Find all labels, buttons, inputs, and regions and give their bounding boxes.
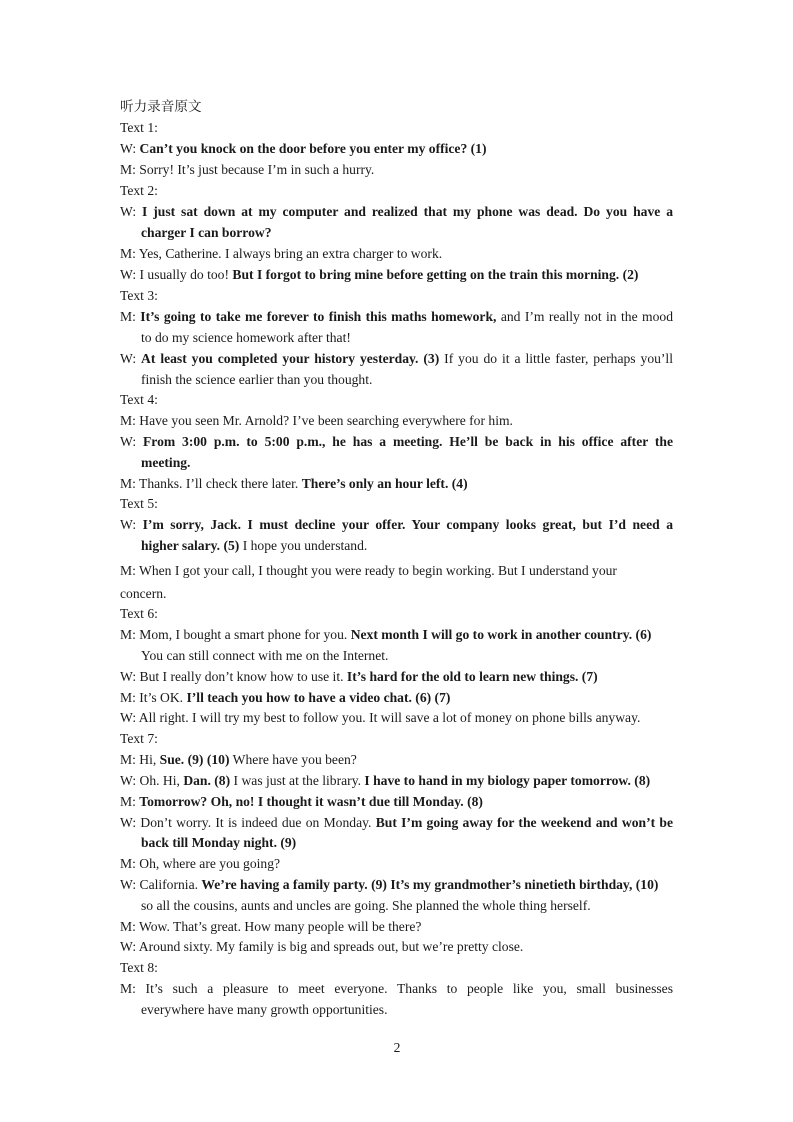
text-5-label: Text 5: xyxy=(120,496,158,511)
key-sentence: We’re having a family party. (9) It’s my grandmother’s ninetieth birthday, (10) xyxy=(201,877,659,892)
dialogue-text: W: Oh. Hi, xyxy=(120,773,184,788)
key-sentence: Sue. (9) (10) xyxy=(159,752,230,767)
speaker: W: xyxy=(120,351,137,366)
key-sentence: It’s going to take me forever to finish this maths homework, xyxy=(140,309,497,324)
text-7-line-2 xyxy=(120,771,673,791)
text-1-line-2: M: Sorry! It’s just because I’m in such a hurry. xyxy=(120,162,375,177)
dialogue-text: Where have you been? xyxy=(229,752,357,767)
text-8-label: Text 8: xyxy=(120,960,158,975)
dialogue-text: M: It’s OK. xyxy=(120,690,187,705)
text-5-line-2 xyxy=(141,536,673,556)
text-7-line-3 xyxy=(120,792,673,812)
text-2-line-3: M: Yes, Catherine. I always bring an extra charger to work. xyxy=(120,246,443,261)
key-sentence: I just sat down at my computer and realized that my phone was dead. Do you have a xyxy=(142,204,673,219)
text-4-line-1: M: Have you seen Mr. Arnold? I’ve been searching everywhere for him. xyxy=(120,413,513,428)
key-sentence: But I forgot to bring mine before getting on the train this morning. (2) xyxy=(232,267,639,282)
key-sentence: I’m sorry, Jack. I must decline your offer. Your company looks great, but I’d need a xyxy=(142,517,673,532)
text-1-line-1 xyxy=(120,139,673,159)
dialogue-text: W: California. xyxy=(120,877,202,892)
dialogue-text: W: But I really don’t know how to use it. xyxy=(120,669,347,684)
dialogue-text: W: I usually do too! xyxy=(120,267,233,282)
text-5-line-4: concern. xyxy=(120,586,167,601)
text-7-line-9: M: Wow. That’s great. How many people will be there? xyxy=(120,919,422,934)
text-4-line-3 xyxy=(141,453,673,473)
text-7-line-8: so all the cousins, aunts and uncles are going. She planned the whole thing herself. xyxy=(141,898,591,913)
text-4-line-2 xyxy=(120,432,673,452)
speaker: W: xyxy=(120,204,137,219)
text-7-line-4 xyxy=(120,813,673,833)
text-6-line-5: W: All right. I will try my best to follow you. It will save a lot of money on phone bills anyway. xyxy=(120,710,641,725)
text-6-line-2: You can still connect with me on the Internet. xyxy=(141,648,389,663)
speaker: W: xyxy=(120,517,137,532)
key-sentence: I’ll teach you how to have a video chat. (6) (7) xyxy=(186,690,451,705)
text-1-label: Text 1: xyxy=(120,120,158,135)
key-sentence: higher salary. (5) xyxy=(141,538,240,553)
dialogue-text: and I’m really not in the mood xyxy=(496,309,673,324)
key-sentence: There’s only an hour left. (4) xyxy=(301,476,468,491)
text-2-label: Text 2: xyxy=(120,183,158,198)
key-sentence: I have to hand in my biology paper tomorrow. (8) xyxy=(364,773,651,788)
key-sentence: Tomorrow? Oh, no! I thought it wasn’t due till Monday. (8) xyxy=(139,794,483,809)
key-sentence: meeting. xyxy=(141,455,191,470)
key-sentence: Can’t you knock on the door before you enter my office? (1) xyxy=(139,141,487,156)
dialogue-text: M: xyxy=(120,794,140,809)
key-sentence: Next month I will go to work in another country. (6) xyxy=(350,627,652,642)
text-3-line-2: to do my science homework after that! xyxy=(141,330,351,345)
text-6-line-3 xyxy=(120,667,673,687)
text-3-line-4: finish the science earlier than you thought. xyxy=(141,372,373,387)
text-7-line-6: M: Oh, where are you going? xyxy=(120,856,281,871)
page-number: 2 xyxy=(393,1040,401,1055)
text-7-line-1 xyxy=(120,750,673,770)
speaker: W: xyxy=(120,141,137,156)
text-7-line-7 xyxy=(120,875,673,895)
key-sentence: From 3:00 p.m. to 5:00 p.m., he has a meeting. He’ll be back in his office after the xyxy=(142,434,673,449)
text-5-line-3: M: When I got your call, I thought you were ready to begin working. But I understand your xyxy=(120,563,617,578)
dialogue-text: W: Don’t worry. It is indeed due on Monday. xyxy=(120,815,376,830)
page-title: 听力录音原文 xyxy=(120,99,202,115)
text-2-line-1 xyxy=(120,202,673,222)
text-3-label: Text 3: xyxy=(120,288,158,303)
text-7-line-10: W: Around sixty. My family is big and spreads out, but we’re pretty close. xyxy=(120,939,524,954)
text-2-line-2 xyxy=(141,223,673,243)
dialogue-text: M: Thanks. I’ll check there later. xyxy=(120,476,302,491)
key-sentence: At least you completed your history yesterday. (3) xyxy=(141,351,440,366)
dialogue-text: M: Hi, xyxy=(120,752,160,767)
text-5-line-1 xyxy=(120,515,673,535)
text-8-line-1: M: It’s such a pleasure to meet everyone. Thanks to people like you, small businesses xyxy=(120,981,673,996)
key-sentence: back till Monday night. (9) xyxy=(141,835,297,850)
text-7-label: Text 7: xyxy=(120,731,158,746)
dialogue-text: If you do it a little faster, perhaps you’ll xyxy=(439,351,673,366)
text-7-line-5 xyxy=(141,833,673,853)
text-2-line-4 xyxy=(120,265,673,285)
dialogue-text: I hope you understand. xyxy=(239,538,368,553)
text-4-label: Text 4: xyxy=(120,392,158,407)
key-sentence: Dan. (8) xyxy=(183,773,231,788)
speaker: W: xyxy=(120,434,137,449)
dialogue-text: I was just at the library. xyxy=(230,773,365,788)
text-6-line-1 xyxy=(120,625,673,645)
key-sentence: But I’m going away for the weekend and won’t be xyxy=(375,815,673,830)
text-6-label: Text 6: xyxy=(120,606,158,621)
key-sentence: charger I can borrow? xyxy=(141,225,272,240)
text-8-line-2: everywhere have many growth opportunities. xyxy=(141,1002,388,1017)
text-4-line-4 xyxy=(120,474,673,494)
text-6-line-4 xyxy=(120,688,673,708)
text-3-line-3 xyxy=(120,349,673,369)
key-sentence: It’s hard for the old to learn new things. (7) xyxy=(346,669,598,684)
speaker: M: xyxy=(120,309,136,324)
dialogue-text: M: Mom, I bought a smart phone for you. xyxy=(120,627,351,642)
text-3-line-1 xyxy=(120,307,673,327)
